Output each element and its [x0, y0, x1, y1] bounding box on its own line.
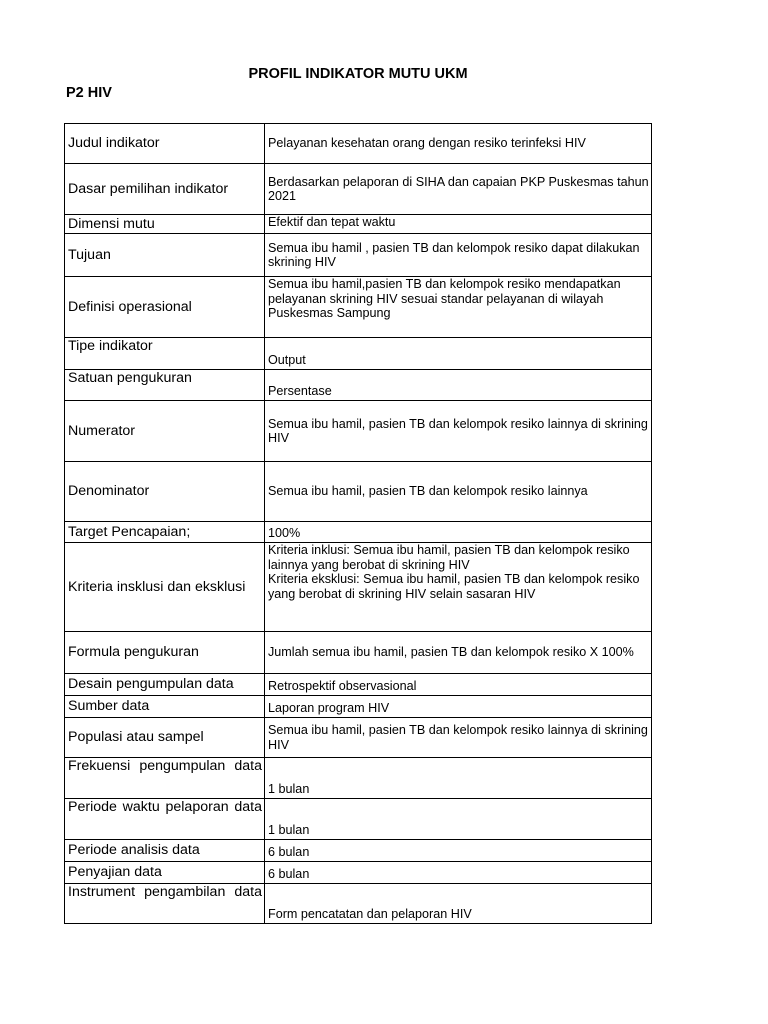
row-value-judul-indikator: Pelayanan kesehatan orang dengan resiko terinfeksi HIV	[265, 124, 652, 164]
row-value-periode-analisis: 6 bulan	[265, 840, 652, 862]
row-value-tujuan: Semua ibu hamil , pasien TB dan kelompok resiko dapat dilakukan skrining HIV	[265, 234, 652, 277]
table-row	[65, 277, 652, 338]
row-value-sumber-data: Laporan program HIV	[265, 696, 652, 718]
table-row	[65, 215, 652, 234]
row-label-frekuensi-pengumpulan: Frekuensi pengumpulan data	[65, 758, 265, 799]
row-value-periode-pelaporan: 1 bulan	[265, 799, 652, 840]
row-label-formula-pengukuran: Formula pengukuran	[65, 632, 265, 674]
row-label-target-pencapaian: Target Pencapaian;	[65, 522, 265, 543]
row-label-satuan-pengukuran: Satuan pengukuran	[65, 370, 265, 401]
table-row	[65, 862, 652, 884]
table-row	[65, 799, 652, 840]
table-row	[65, 758, 652, 799]
row-value-desain-pengumpulan: Retrospektif observasional	[265, 674, 652, 696]
row-value-denominator: Semua ibu hamil, pasien TB dan kelompok resiko lainnya	[265, 462, 652, 522]
row-label-dimensi-mutu: Dimensi mutu	[65, 215, 265, 234]
table-row	[65, 543, 652, 632]
row-value-satuan-pengukuran: Persentase	[265, 370, 652, 401]
row-label-periode-analisis: Periode analisis data	[65, 840, 265, 862]
row-value-dimensi-mutu: Efektif dan tepat waktu	[265, 215, 652, 234]
table-row	[65, 632, 652, 674]
table-row	[65, 401, 652, 462]
row-label-tipe-indikator: Tipe indikator	[65, 338, 265, 370]
row-label-desain-pengumpulan: Desain pengumpulan data	[65, 674, 265, 696]
row-label-numerator: Numerator	[65, 401, 265, 462]
row-value-numerator: Semua ibu hamil, pasien TB dan kelompok resiko lainnya di skrining HIV	[265, 401, 652, 462]
table-row	[65, 462, 652, 522]
row-value-penyajian-data: 6 bulan	[265, 862, 652, 884]
row-label-kriteria: Kriteria insklusi dan eksklusi	[65, 543, 265, 632]
row-label-tujuan: Tujuan	[65, 234, 265, 277]
row-label-periode-pelaporan: Periode waktu pelaporan data	[65, 799, 265, 840]
row-value-populasi: Semua ibu hamil, pasien TB dan kelompok resiko lainnya di skrining HIV	[265, 718, 652, 758]
row-value-target-pencapaian: 100%	[265, 522, 652, 543]
row-value-frekuensi-pengumpulan: 1 bulan	[265, 758, 652, 799]
kriteria-inklusi-text: Kriteria inklusi: Semua ibu hamil, pasien TB dan kelompok resiko lainnya yang berobat di skrining HIV	[268, 543, 630, 572]
row-label-dasar-pemilihan: Dasar pemilihan indikator	[65, 164, 265, 215]
table-row	[65, 370, 652, 401]
row-label-populasi: Populasi atau sampel	[65, 718, 265, 758]
row-value-definisi-operasional: Semua ibu hamil,pasien TB dan kelompok resiko mendapatkan pelayanan skrining HIV sesuai standar pelayanan di wilayah Puskesmas Sampung	[265, 277, 652, 338]
row-value-formula-pengukuran: Jumlah semua ibu hamil, pasien TB dan kelompok resiko X 100%	[265, 632, 652, 674]
program-subtitle: P2 HIV	[66, 85, 112, 101]
kriteria-eksklusi-text: Kriteria eksklusi: Semua ibu hamil, pasien TB dan kelompok resiko yang berobat di skrining HIV selain sasaran HIV	[268, 572, 640, 601]
row-label-instrument: Instrument pengambilan data	[65, 884, 265, 924]
indicator-profile-table	[64, 123, 652, 924]
row-label-definisi-operasional: Definisi operasional	[65, 277, 265, 338]
table-row	[65, 718, 652, 758]
table-row	[65, 522, 652, 543]
row-label-judul-indikator: Judul indikator	[65, 124, 265, 164]
row-value-kriteria	[265, 543, 652, 632]
table-row	[65, 338, 652, 370]
row-value-dasar-pemilihan: Berdasarkan pelaporan di SIHA dan capaian PKP Puskesmas tahun 2021	[265, 164, 652, 215]
table-row	[65, 674, 652, 696]
row-label-denominator: Denominator	[65, 462, 265, 522]
row-label-sumber-data: Sumber data	[65, 696, 265, 718]
row-value-instrument: Form pencatatan dan pelaporan HIV	[265, 884, 652, 924]
table-row	[65, 164, 652, 215]
table-row	[65, 234, 652, 277]
row-value-tipe-indikator: Output	[265, 338, 652, 370]
table-row	[65, 884, 652, 924]
table-row	[65, 840, 652, 862]
table-row	[65, 696, 652, 718]
row-label-penyajian-data: Penyajian data	[65, 862, 265, 884]
document-title: PROFIL INDIKATOR MUTU UKM	[248, 66, 468, 82]
table-row	[65, 124, 652, 164]
